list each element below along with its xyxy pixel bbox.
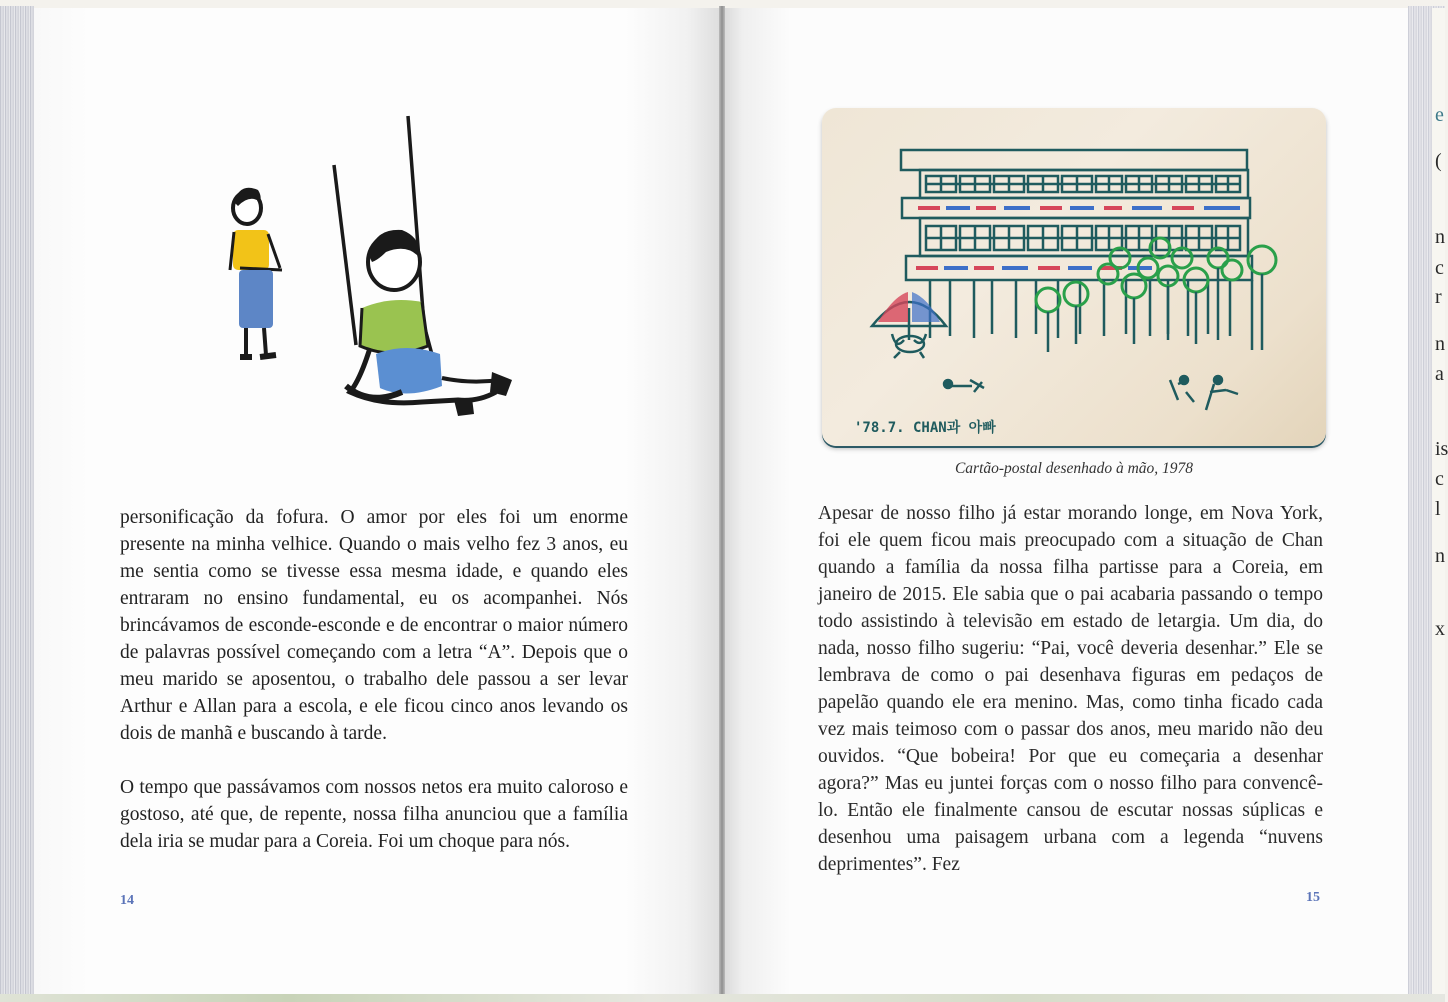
peek-glyph: r xyxy=(1435,286,1442,308)
left-page-stack xyxy=(0,6,34,996)
figure-caption: Cartão-postal desenhado à mão, 1978 xyxy=(954,460,1194,477)
peek-glyph: c xyxy=(1435,257,1444,279)
peek-glyph: l xyxy=(1435,498,1441,520)
peek-glyph: n xyxy=(1435,226,1445,248)
left-page-body xyxy=(120,504,628,855)
children-swing-illustration xyxy=(210,110,540,430)
page-number-right: 15 xyxy=(1306,890,1320,905)
right-page-body xyxy=(818,500,1323,878)
peek-glyph: n xyxy=(1435,545,1445,567)
peek-glyph: ( xyxy=(1435,150,1442,172)
paragraph: Apesar de nosso filho já estar morando longe, em Nova York, foi ele quem ficou mais preocupado com a situação de Chan quando a família da nossa filha partisse para a Coreia, em janeiro de 2015. Ele sabia que o pai acabaria passando o tempo todo assistindo à televisão em estado de letargia. Um dia, do nada, nosso filho sugeriu: “Pai, você deveria desenhar.” Ele se lembrava de como o pai desenhava figuras em pedaços de papelão quando ele era menino. Mas, como tinha ficado cada vez mais teimoso com o passar dos anos, meu marido não deu ouvidos. “Que bobeira! Por que eu começaria a desenhar agora?” Mas eu juntei forças com o nosso filho para convencê-lo. Então ele finalmente cansou de escutar nossas súplicas e desenhou uma paisagem urbana com a legenda “nuvens deprimentes”. Fez xyxy=(818,503,1323,875)
book-gutter xyxy=(719,6,725,996)
postcard-inscription: '78.7. CHAN과 아빠 xyxy=(854,420,996,436)
peek-glyph: x xyxy=(1435,618,1445,640)
peek-glyph: is xyxy=(1435,438,1448,460)
page-number-left: 14 xyxy=(120,893,134,908)
building-drawing xyxy=(822,108,1326,446)
peek-glyph: c xyxy=(1435,468,1444,490)
peek-glyph: e xyxy=(1435,104,1444,126)
peek-glyph: n xyxy=(1435,333,1445,355)
next-book-page-edge xyxy=(1432,8,1448,994)
peek-glyph: a xyxy=(1435,363,1444,385)
paragraph: personificação da fofura. O amor por eles foi um enorme presente na minha velhice. Quando o mais velho fez 3 anos, eu me sentia como se tivesse essa mesma idade, e quando eles entraram no ensino fundamental, eu os acompanhei. Nós brincávamos de esconde-esconde e de encontrar o maior número de palavras possível começando com a letra “A”. Depois que o meu marido se aposentou, o trabalho dele passou a ser levar Arthur e Allan para a escola, e ele ficou cinco anos levando os dois de manhã e buscando à tarde. xyxy=(120,507,628,744)
hand-drawn-postcard xyxy=(822,108,1326,446)
paragraph: O tempo que passávamos com nossos netos era muito caloroso e gostoso, até que, de repente, nossa filha anunciou que a família dela iria se mudar para a Coreia. Foi um choque para nós. xyxy=(120,777,628,852)
table-surface xyxy=(0,994,1445,1002)
swinging-child-figure xyxy=(346,230,512,416)
standing-child-figure xyxy=(230,188,282,357)
